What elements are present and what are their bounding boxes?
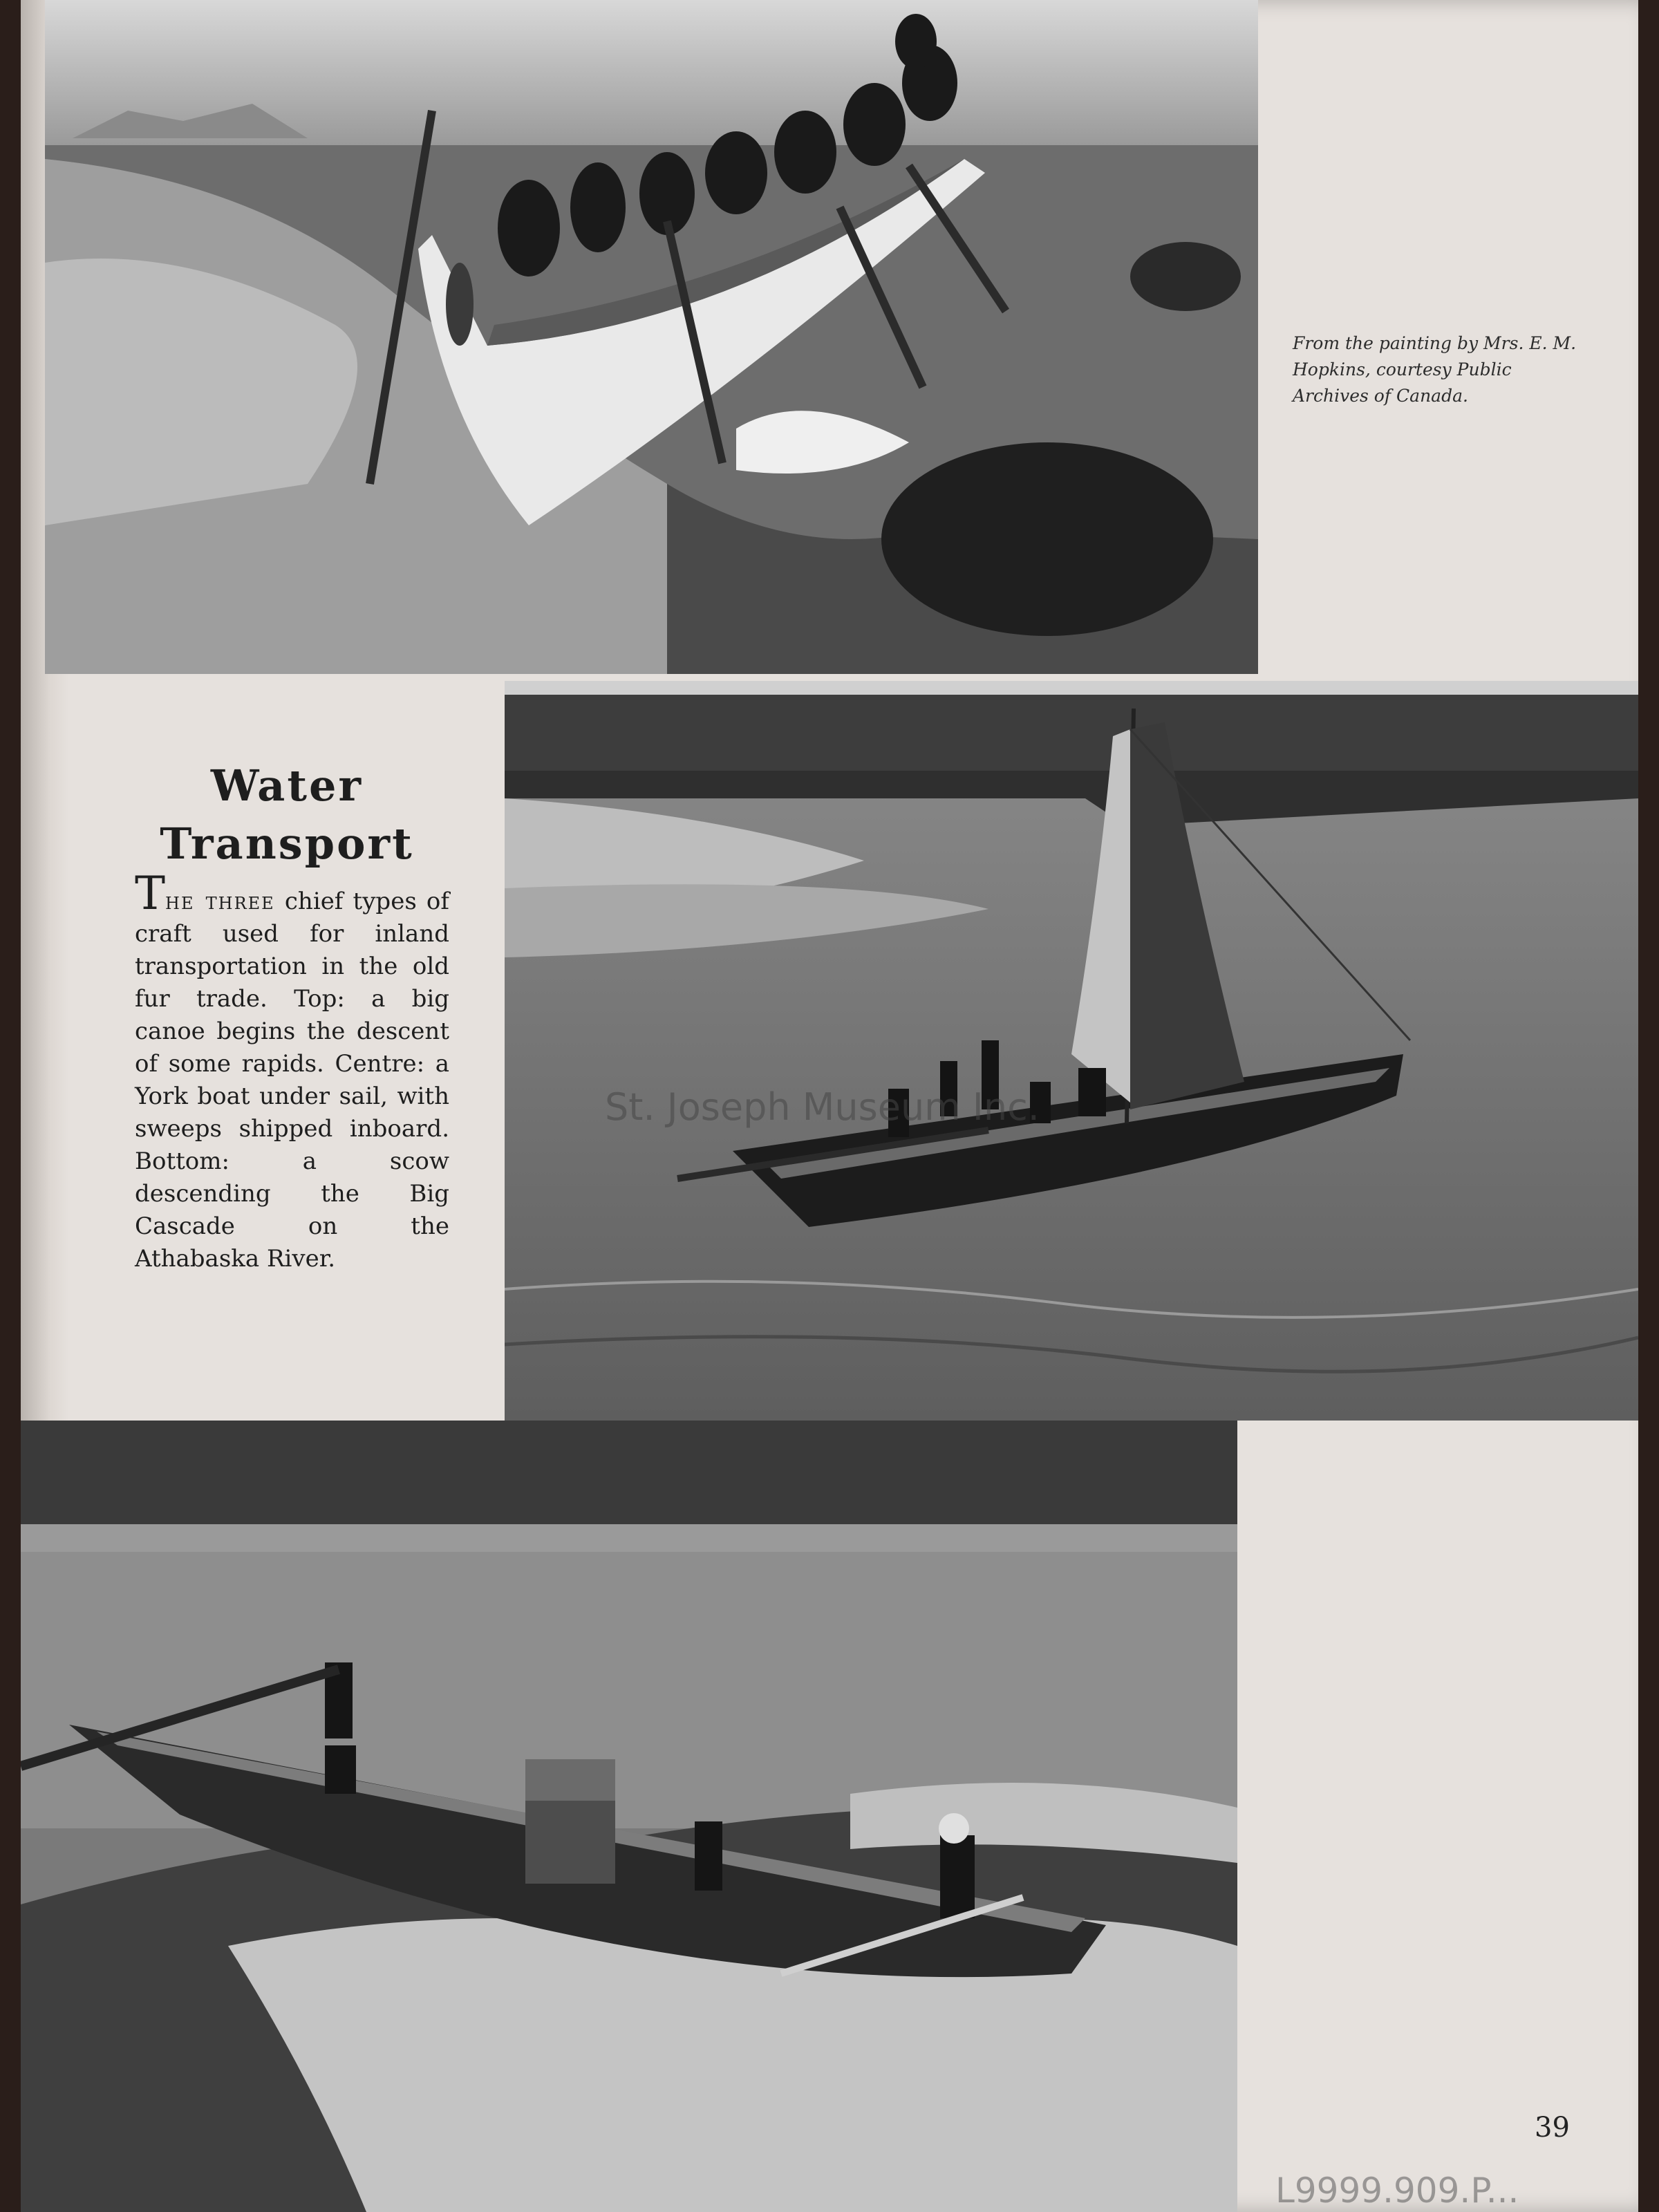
photo-credit-caption: From the painting by Mrs. E. M. Hopkins, courtesy Public Archives of Canada. bbox=[1293, 333, 1577, 406]
article-body-text: chief types of craft used for inland transportation in the old fur trade. Top: a big canoe begins the descent of some rapids. Centre: a York boat under sail, with sweeps shipped inboard. Bottom: a scow descending the Big Cascade on the Athabaska River. bbox=[135, 888, 449, 1273]
accession-number-mark: L9999.909.P... bbox=[1275, 2171, 1519, 2211]
york-boat-photo bbox=[505, 681, 1638, 1421]
drop-cap: T bbox=[135, 867, 166, 920]
article-block bbox=[124, 757, 449, 1275]
museum-watermark: St. Joseph Museum Inc. bbox=[605, 1085, 1040, 1129]
scow-photo bbox=[21, 1421, 1237, 2212]
page-number: 39 bbox=[1535, 2112, 1570, 2144]
article-title-line-2: Transport bbox=[160, 818, 414, 869]
canoe-painting-image bbox=[45, 0, 1258, 674]
magazine-page bbox=[21, 0, 1638, 2212]
article-title bbox=[124, 757, 449, 873]
article-lead: he three bbox=[165, 888, 275, 915]
article-body bbox=[124, 867, 449, 1275]
article-title-line-1: Water bbox=[210, 760, 364, 811]
